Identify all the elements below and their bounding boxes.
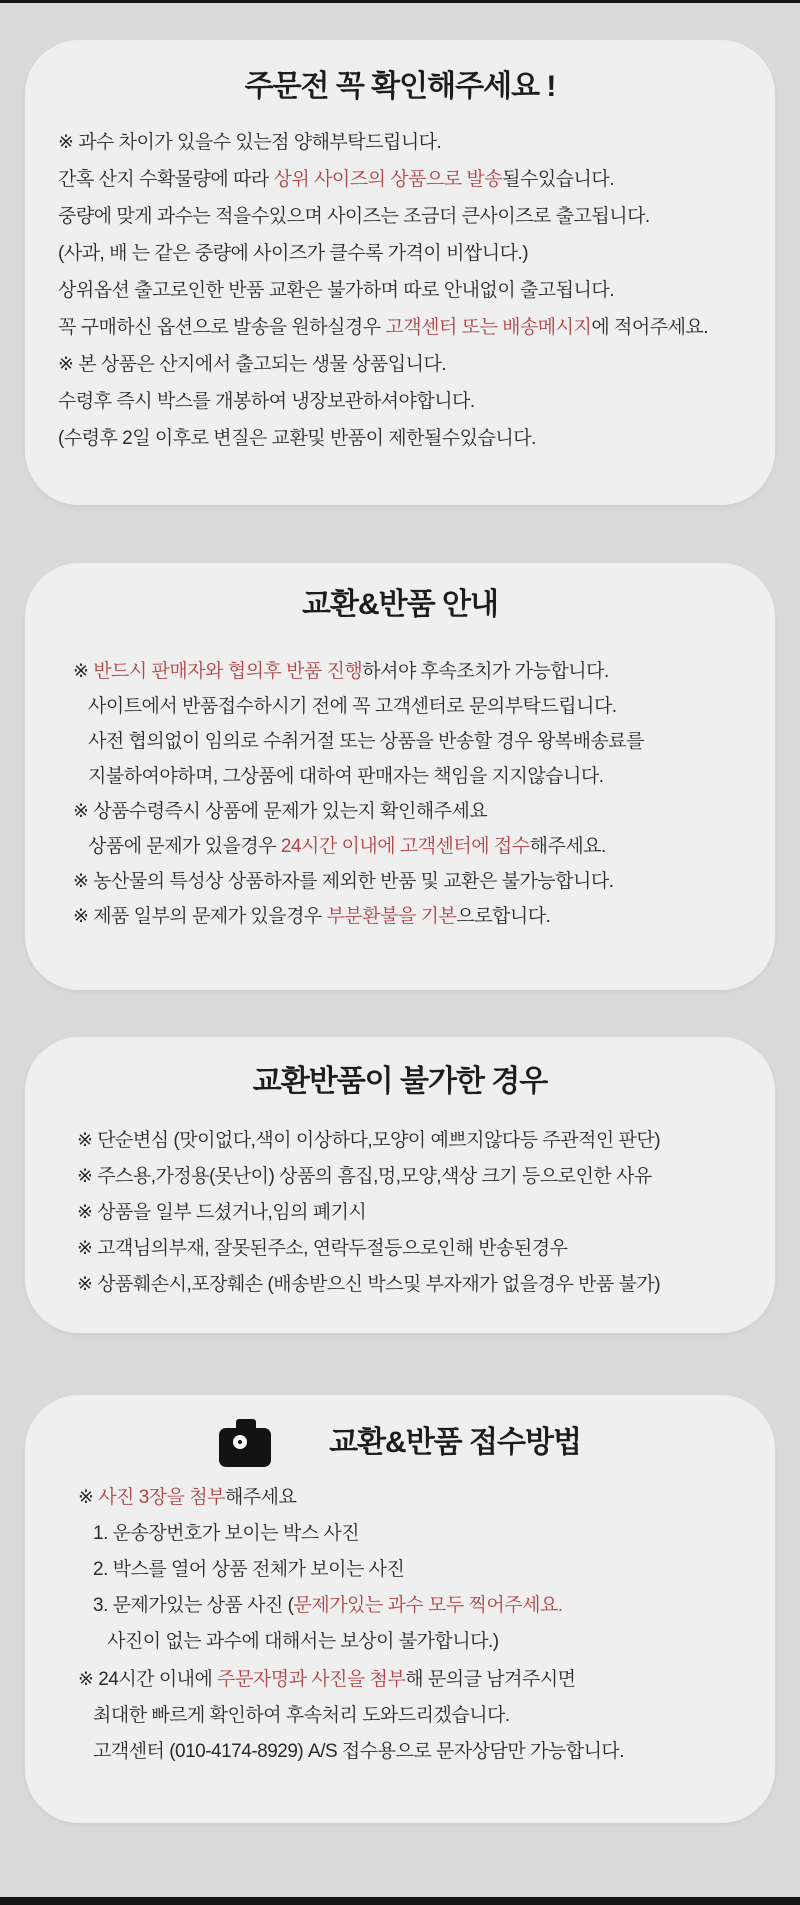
notice-line (58, 354, 759, 376)
plain-text: ※ 고객님의부재, 잘못된주소, 연락두절등으로인해 반송된경우 (77, 1238, 568, 1259)
top-divider (0, 0, 800, 3)
notice-line (77, 1274, 763, 1296)
plain-text: 최대한 빠르게 확인하여 후속처리 도와드리겠습니다. (93, 1705, 510, 1726)
highlighted-text: 고객센터 또는 배송메시지 (385, 317, 592, 338)
plain-text: (수령후 2일 이후로 변질은 교환및 반품이 제한될수있습니다. (58, 428, 536, 449)
highlighted-text: 문제가있는 과수 모두 찍어주세요. (293, 1595, 563, 1616)
plain-text: 수령후 즉시 박스를 개봉하여 냉장보관하셔야합니다. (58, 391, 475, 412)
card-title-exchange-return-impossible: 교환반품이 불가한 경우 (252, 1065, 548, 1098)
highlighted-text: 주문자명과 사진을 첨부 (217, 1669, 406, 1690)
notice-line (88, 696, 761, 718)
notice-card-exchange-return-guide (25, 563, 775, 990)
notice-line (107, 1631, 763, 1653)
plain-text: 지불하여야하며, 그상품에 대하여 판매자는 책임을 지지않습니다. (88, 766, 604, 787)
plain-text: 해주세요. (529, 836, 606, 857)
notice-line (93, 1559, 763, 1581)
highlighted-text: 반드시 판매자와 협의후 반품 진행 (93, 661, 363, 682)
bottom-divider (0, 1897, 800, 1905)
notice-line (78, 1669, 763, 1691)
notice-line (93, 1741, 763, 1763)
notice-line (88, 731, 761, 753)
card-title-order-check: 주문전 꼭 확인해주세요 ! (244, 70, 556, 103)
plain-text: 고객센터 (010-4174-8929) A/S 접수용으로 문자상담만 가능합니다. (93, 1741, 625, 1762)
plain-text: ※ 단순변심 (맛이없다,색이 이상하다,모양이 예쁘지않다등 주관적인 판단) (77, 1130, 661, 1151)
plain-text: 사전 협의없이 임의로 수취거절 또는 상품을 반송할 경우 왕복배송료를 (88, 731, 644, 752)
notice-line (78, 1487, 763, 1509)
notice-line (58, 206, 759, 228)
card-title-exchange-return-guide: 교환&반품 안내 (302, 588, 498, 621)
notice-lines-order-check (25, 132, 775, 450)
notice-line (93, 1595, 763, 1617)
notice-line (77, 1202, 763, 1224)
notice-line (73, 661, 761, 683)
plain-text: ※ 24시간 이내에 (78, 1669, 218, 1690)
plain-text: 해 문의글 남겨주시면 (405, 1669, 576, 1690)
notice-line (58, 391, 759, 413)
card-header-exchange-return-method (25, 1419, 775, 1467)
notice-card-exchange-return-method (25, 1395, 775, 1823)
plain-text: ※ 상품훼손시,포장훼손 (배송받으신 박스및 부자재가 없을경우 반품 불가) (77, 1274, 661, 1295)
plain-text: ※ 본 상품은 산지에서 출고되는 생물 상품입니다. (58, 354, 447, 375)
notice-line (93, 1705, 763, 1727)
notice-card-order-check (25, 40, 775, 505)
plain-text: 상품에 문제가 있을경우 (88, 836, 281, 857)
highlighted-text: 부분환불을 기본 (326, 906, 457, 927)
plain-text: 으로합니다. (456, 906, 551, 927)
plain-text: 해주세요 (224, 1487, 297, 1508)
notice-line (58, 243, 759, 265)
notice-card-exchange-return-impossible (25, 1037, 775, 1333)
notice-line (58, 317, 759, 339)
plain-text: 될수있습니다. (502, 169, 615, 190)
notice-line (73, 801, 761, 823)
highlighted-text: 사진 3장을 첨부 (98, 1487, 225, 1508)
notice-line (77, 1166, 763, 1188)
notice-line (58, 280, 759, 302)
plain-text: 1. 운송장번호가 보이는 박스 사진 (93, 1523, 360, 1544)
plain-text: ※ 농산물의 특성상 상품하자를 제외한 반품 및 교환은 불가능합니다. (73, 871, 614, 892)
notice-line (77, 1238, 763, 1260)
plain-text: 에 적어주세요. (591, 317, 709, 338)
notice-line (58, 132, 759, 154)
plain-text: ※ 상품을 일부 드셨거나,임의 폐기시 (77, 1202, 367, 1223)
plain-text: 중량에 맞게 과수는 적을수있으며 사이즈는 조금더 큰사이즈로 출고됩니다. (58, 206, 650, 227)
plain-text: 하셔야 후속조치가 가능합니다. (362, 661, 609, 682)
plain-text: 사진이 없는 과수에 대해서는 보상이 불가합니다.) (107, 1631, 499, 1652)
plain-text: 꼭 구매하신 옵션으로 발송을 원하실경우 (58, 317, 386, 338)
plain-text: 사이트에서 반품접수하시기 전에 꼭 고객센터로 문의부탁드립니다. (88, 696, 617, 717)
plain-text: ※ 제품 일부의 문제가 있을경우 (73, 906, 327, 927)
plain-text: ※ (73, 661, 94, 682)
notice-lines-exchange-return-method (25, 1487, 775, 1763)
plain-text: (사과, 배 는 같은 중량에 사이즈가 클수록 가격이 비쌉니다.) (58, 243, 529, 264)
notice-line (58, 428, 759, 450)
notice-line (73, 906, 761, 928)
notice-line (88, 766, 761, 788)
notice-lines-exchange-return-guide (25, 661, 775, 928)
notice-line (58, 169, 759, 191)
plain-text: 상위옵션 출고로인한 반품 교환은 불가하며 따로 안내없이 출고됩니다. (58, 280, 614, 301)
plain-text: ※ 주스용,가정용(못난이) 상품의 흠집,멍,모양,색상 크기 등으로인한 사유 (77, 1166, 652, 1187)
notice-line (93, 1523, 763, 1545)
notice-line (77, 1130, 763, 1152)
notice-line (73, 871, 761, 893)
highlighted-text: 상위 사이즈의 상품으로 발송 (273, 169, 503, 190)
plain-text: ※ 과수 차이가 있을수 있는점 양해부탁드립니다. (58, 132, 442, 153)
notice-lines-exchange-return-impossible (25, 1130, 775, 1296)
plain-text: 3. 문제가있는 상품 사진 ( (93, 1595, 294, 1616)
plain-text: 2. 박스를 열어 상품 전체가 보이는 사진 (93, 1559, 405, 1580)
card-title-exchange-return-method: 교환&반품 접수방법 (329, 1426, 581, 1459)
notice-line (88, 836, 761, 858)
highlighted-text: 24시간 이내에 고객센터에 접수 (280, 836, 530, 857)
camera-icon (219, 1419, 271, 1467)
plain-text: ※ 상품수령즉시 상품에 문제가 있는지 확인해주세요 (73, 801, 488, 822)
plain-text: 간혹 산지 수확물량에 따라 (58, 169, 274, 190)
plain-text: ※ (78, 1487, 99, 1508)
